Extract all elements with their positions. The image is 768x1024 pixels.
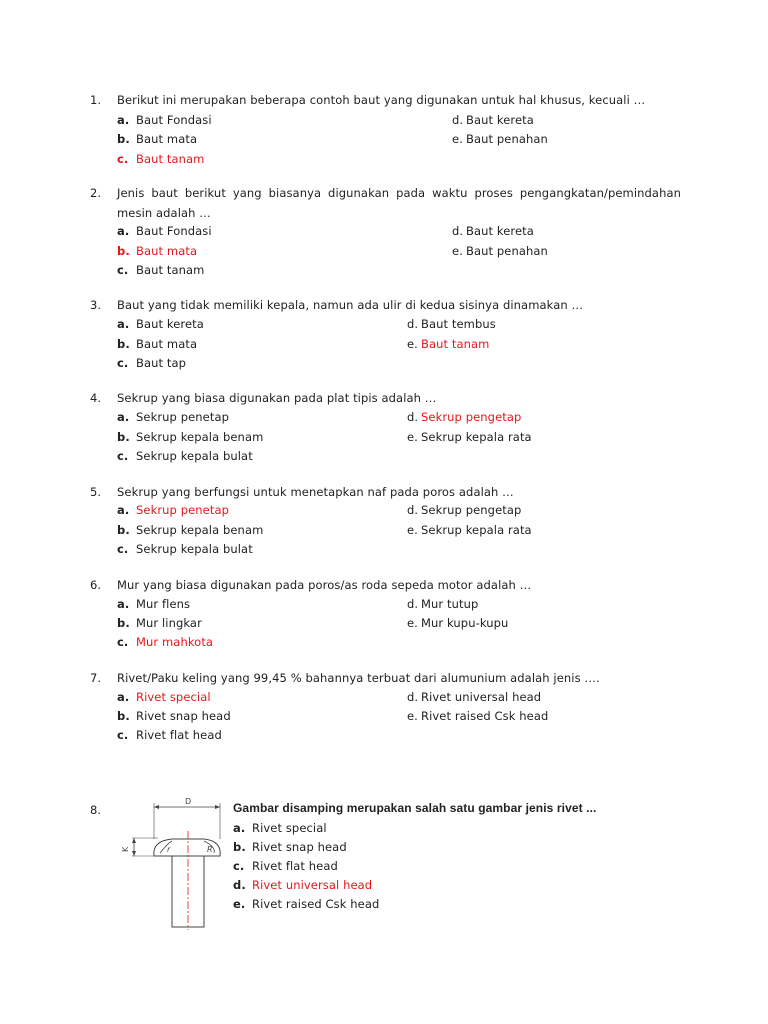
rivet-figure	[112, 795, 230, 930]
q5-stem: Sekrup yang berfungsi untuk menetapkan naf pada poros adalah …	[117, 485, 514, 499]
q3-option-c: c. Baut tap	[117, 356, 187, 370]
q6-option-c: c. Mur mahkota	[117, 635, 214, 649]
q8-option-a: a. Rivet special	[233, 821, 327, 835]
q1-stem: Berikut ini merupakan beberapa contoh baut yang digunakan untuk hal khusus, kecuali …	[117, 93, 646, 107]
q5-option-c: c. Sekrup kepala bulat	[117, 542, 253, 556]
q4-option-b: b. Sekrup kepala benam	[117, 430, 264, 444]
q6-stem: Mur yang biasa digunakan pada poros/as roda sepeda motor adalah …	[117, 578, 532, 592]
q2-option-a: a. Baut Fondasi	[117, 224, 212, 238]
q5-option-d: d. Sekrup pengetap	[407, 503, 522, 517]
q3-stem: Baut yang tidak memiliki kepala, namun ada ulir di kedua sisinya dinamakan …	[117, 298, 584, 312]
q1-option-d: d. Baut kereta	[452, 113, 534, 127]
label-r: r	[167, 845, 171, 854]
q4-number: 4.	[90, 391, 102, 405]
q1-option-b: b. Baut mata	[117, 132, 198, 146]
q3-option-a: a. Baut kereta	[117, 317, 204, 331]
q7-option-e: e. Rivet raised Csk head	[407, 709, 549, 723]
q4-stem: Sekrup yang biasa digunakan pada plat tipis adalah …	[117, 391, 437, 405]
q2-option-b: b. Baut mata	[117, 244, 198, 258]
q2-stem: Jenis baut berikut yang biasanya digunakan pada waktu proses pengangkatan/pemindahan mesin adalah …	[117, 186, 681, 220]
q4-option-a: a. Sekrup penetap	[117, 410, 230, 424]
q6-option-b: b. Mur lingkar	[117, 616, 202, 630]
q1-number: 1.	[90, 93, 102, 107]
q7-option-a: a. Rivet special	[117, 690, 211, 704]
q6-option-d: d. Mur tutup	[407, 597, 479, 611]
label-d: D	[185, 797, 192, 806]
q4-option-e: e. Sekrup kepala rata	[407, 430, 532, 444]
q8-option-e: e. Rivet raised Csk head	[233, 897, 380, 911]
q3-option-e: e. Baut tanam	[407, 337, 490, 351]
q5-number: 5.	[90, 485, 102, 499]
label-k: K	[121, 846, 130, 852]
q7-option-b: b. Rivet snap head	[117, 709, 231, 723]
q5-option-b: b. Sekrup kepala benam	[117, 523, 264, 537]
label-big-r: R	[207, 845, 213, 854]
q6-number: 6.	[90, 578, 102, 592]
q3-option-b: b. Baut mata	[117, 337, 198, 351]
q5-option-a: a. Sekrup penetap	[117, 503, 230, 517]
q2-option-d: d. Baut kereta	[452, 224, 534, 238]
q7-option-d: d. Rivet universal head	[407, 690, 542, 704]
q2-number: 2.	[90, 186, 102, 200]
q8-option-d: d. Rivet universal head	[233, 878, 373, 892]
q4-option-c: c. Sekrup kepala bulat	[117, 449, 253, 463]
q7-number: 7.	[90, 671, 102, 685]
q8-stem: Gambar disamping merupakan salah satu gambar jenis rivet ...	[233, 801, 597, 815]
q1-option-e: e. Baut penahan	[452, 132, 548, 146]
q7-option-c: c. Rivet flat head	[117, 728, 222, 742]
q6-option-a: a. Mur flens	[117, 597, 191, 611]
q3-option-d: d. Baut tembus	[407, 317, 496, 331]
q1-option-c: c. Baut tanam	[117, 152, 205, 166]
q2-option-e: e. Baut penahan	[452, 244, 548, 258]
q2-option-c: c. Baut tanam	[117, 263, 205, 277]
q8-number: 8.	[90, 803, 102, 817]
q3-number: 3.	[90, 298, 102, 312]
q4-option-d: d. Sekrup pengetap	[407, 410, 522, 424]
q8-option-b: b. Rivet snap head	[233, 840, 347, 854]
q6-option-e: e. Mur kupu-kupu	[407, 616, 509, 630]
q7-stem: Rivet/Paku keling yang 99,45 % bahannya terbuat dari alumunium adalah jenis ….	[117, 671, 600, 685]
q8-option-c: c. Rivet flat head	[233, 859, 338, 873]
q5-option-e: e. Sekrup kepala rata	[407, 523, 532, 537]
q1-option-a: a. Baut Fondasi	[117, 113, 212, 127]
